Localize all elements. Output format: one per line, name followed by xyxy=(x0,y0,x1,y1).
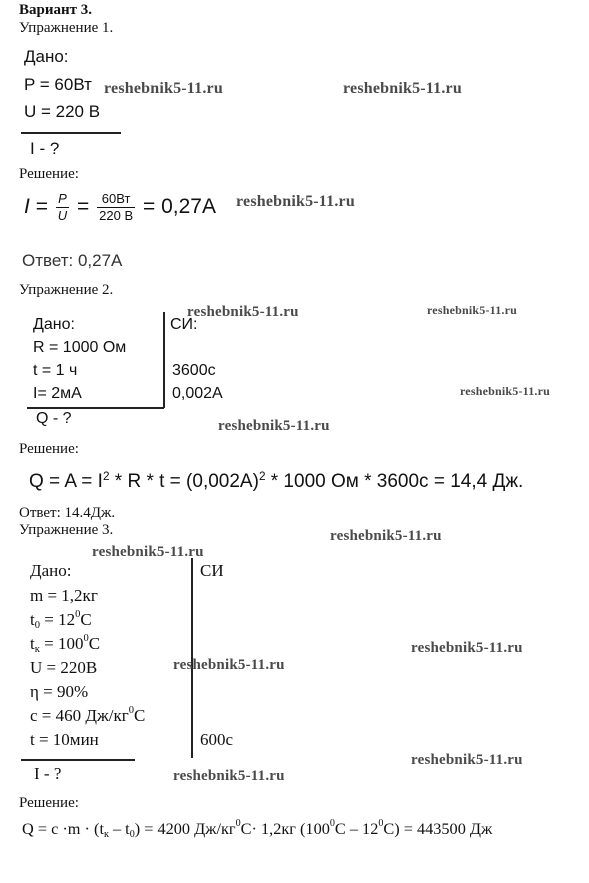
ex3-formula-s2: 0 xyxy=(129,829,135,841)
ex2-formula-sup1: 2 xyxy=(102,469,110,483)
ex1-given-power: P = 60Вт xyxy=(24,75,92,94)
watermark: reshebnik5-11.ru xyxy=(92,544,204,560)
ex1-formula-lhs: I xyxy=(24,195,30,218)
ex3-find: I - ? xyxy=(34,764,62,783)
ex2-find: Q - ? xyxy=(36,410,72,427)
ex3-tk-end: С xyxy=(88,634,101,653)
ex3-given-mass: m = 1,2кг xyxy=(30,586,98,605)
ex2-given-resistance: R = 1000 Ом xyxy=(33,339,127,356)
ex3-t0-sup: 0 xyxy=(75,608,81,620)
ex1-answer: Ответ: 0,27А xyxy=(22,251,123,270)
watermark: reshebnik5-11.ru xyxy=(173,768,285,784)
ex1-fraction-symbolic xyxy=(56,191,69,224)
watermark: reshebnik5-11.ru xyxy=(411,752,523,768)
ex3-t0-end: С xyxy=(80,610,92,629)
ex3-c-end: С xyxy=(133,706,146,725)
ex3-tk-base: t xyxy=(30,634,35,653)
ex1-divider xyxy=(21,132,121,134)
ex3-horizontal-divider xyxy=(21,759,135,761)
watermark: reshebnik5-11.ru xyxy=(411,640,523,656)
ex3-formula-sup1: 0 xyxy=(235,818,241,829)
ex3-formula xyxy=(22,819,492,839)
ex2-si-time: 3600с xyxy=(172,362,216,379)
ex1-find: I - ? xyxy=(30,139,60,158)
ex2-formula-part3: * 1000 Ом * 3600с = 14,4 Дж. xyxy=(265,471,524,492)
ex3-formula-p4: С· 1,2кг (100 xyxy=(240,819,330,838)
ex1-frac1-denominator: U xyxy=(57,207,68,223)
ex1-fraction-numeric xyxy=(97,191,135,224)
ex2-solution-label: Решение: xyxy=(19,441,79,457)
ex1-formula-eq2: = xyxy=(77,195,90,218)
ex3-formula-p6: С) = 443500 Дж xyxy=(383,819,493,838)
ex2-given-current: I= 2мА xyxy=(33,385,82,402)
watermark: reshebnik5-11.ru xyxy=(187,304,299,320)
ex2-answer: Ответ: 14.4Дж. xyxy=(19,505,116,521)
exercise-2-title: Упражнение 2. xyxy=(19,282,114,298)
ex3-tk-mid: = 100 xyxy=(39,634,84,653)
ex2-given-time: t = 1 ч xyxy=(33,362,78,379)
ex3-t0-base: t xyxy=(30,610,35,629)
ex1-formula-result: 0,27А xyxy=(161,195,216,218)
ex1-frac1-numerator: P xyxy=(56,191,69,208)
ex3-formula-sup2: 0 xyxy=(329,818,335,829)
ex1-given-voltage: U = 220 В xyxy=(24,102,101,121)
ex2-given-label: Дано: xyxy=(33,316,75,333)
watermark: reshebnik5-11.ru xyxy=(330,528,442,544)
watermark: reshebnik5-11.ru xyxy=(173,657,285,673)
ex3-si-time: 600с xyxy=(200,730,234,749)
ex3-given-heat-capacity xyxy=(30,706,145,726)
watermark: reshebnik5-11.ru xyxy=(343,80,462,97)
ex1-formula xyxy=(24,186,216,228)
ex3-given-voltage: U = 220В xyxy=(30,658,98,677)
ex2-formula-part2: * R * t = (0,002A) xyxy=(109,471,259,492)
ex3-formula-p5: С – 12 xyxy=(334,819,379,838)
ex3-given-label: Дано: xyxy=(30,561,72,580)
ex3-solution-label: Решение: xyxy=(19,795,79,811)
ex1-given-label: Дано: xyxy=(24,47,69,66)
ex2-formula-part1: Q = A = I xyxy=(29,471,103,492)
watermark: reshebnik5-11.ru xyxy=(460,384,550,398)
ex2-formula xyxy=(29,471,523,493)
ex1-formula-eq3: = xyxy=(142,195,156,218)
ex2-formula-sup2: 2 xyxy=(258,469,266,483)
ex1-formula-eq1: = xyxy=(35,195,48,218)
ex1-frac2-numerator: 60Вт xyxy=(97,191,135,208)
ex3-given-time: t = 10мин xyxy=(30,730,99,749)
ex3-tk-sub: к xyxy=(34,644,40,656)
ex3-formula-p2: – t xyxy=(108,819,130,838)
exercise-1-title: Упражнение 1. xyxy=(19,20,114,36)
ex3-given-efficiency: η = 90% xyxy=(30,682,89,701)
ex3-given-tk xyxy=(30,634,100,654)
ex3-tk-sup: 0 xyxy=(83,632,89,644)
ex1-frac2-denominator: 220 В xyxy=(99,207,134,223)
ex3-given-t0 xyxy=(30,610,92,630)
ex2-si-current: 0,002А xyxy=(172,385,223,402)
ex3-formula-sup3: 0 xyxy=(378,818,384,829)
watermark: reshebnik5-11.ru xyxy=(427,303,517,317)
ex3-c-sup: 0 xyxy=(128,704,134,716)
ex3-c-pre: c = 460 Дж/кг xyxy=(30,706,129,725)
watermark: reshebnik5-11.ru xyxy=(104,80,223,97)
ex3-formula-p3: ) = 4200 Дж/кг xyxy=(134,819,236,838)
ex3-si-label: СИ xyxy=(200,561,224,580)
ex2-vertical-divider xyxy=(163,312,165,408)
exercise-3-title: Упражнение 3. xyxy=(19,522,114,538)
ex3-t0-mid: = 12 xyxy=(40,610,76,629)
ex3-formula-s1: к xyxy=(103,829,109,841)
ex1-solution-label: Решение: xyxy=(19,166,79,182)
watermark: reshebnik5-11.ru xyxy=(218,418,330,434)
ex3-t0-sub: 0 xyxy=(34,620,40,632)
watermark: reshebnik5-11.ru xyxy=(236,193,355,210)
ex2-horizontal-divider xyxy=(27,407,164,409)
ex3-formula-p1: Q = c ·m · (t xyxy=(22,819,104,838)
page-title: Вариант 3. xyxy=(19,2,93,18)
ex2-si-label: СИ: xyxy=(170,316,198,333)
